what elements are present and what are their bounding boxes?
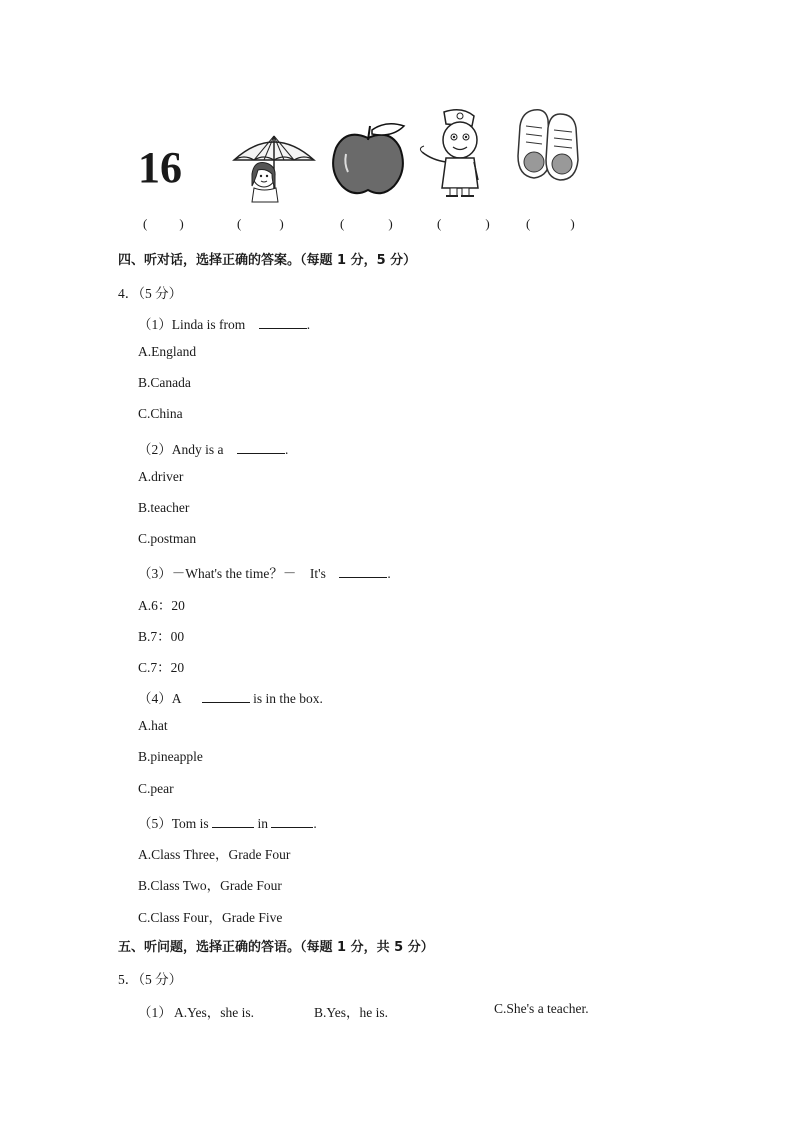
question-4-3: [138, 562, 391, 582]
item-stem: Tom is: [171, 816, 209, 831]
option-4-4-c: C.pear: [138, 781, 174, 796]
answer-paren-4: [437, 216, 490, 232]
item-stem: －What's the time？－ It's: [171, 566, 326, 581]
question-4-2: [138, 438, 288, 458]
paren-close: ): [388, 216, 393, 231]
paren-open: (: [143, 216, 148, 231]
item-number: （5）: [138, 816, 172, 831]
item-stem-mid: in: [257, 816, 268, 831]
option-5-1-a: A.Yes，she is.: [174, 1005, 255, 1020]
answer-paren-3: [340, 216, 393, 232]
item-end: .: [306, 317, 311, 332]
question-5-label: 5．（5 分）: [118, 972, 183, 987]
option-4-2-b: B.teacher: [138, 500, 190, 515]
paren-open: (: [526, 216, 531, 231]
option-4-1-a: A.England: [138, 344, 197, 359]
question-number-16: 16: [138, 143, 182, 192]
option-4-5-c: C.Class Four，Grade Five: [138, 910, 283, 925]
section-4-heading: 四、听对话，选择正确的答案。（每题 1 分，5 分）: [118, 253, 417, 268]
answer-blank[interactable]: [237, 441, 285, 454]
paren-close: ): [485, 216, 490, 231]
option-4-2-a: A.driver: [138, 469, 184, 484]
answer-paren-1: [143, 216, 184, 232]
item-number: （2）: [138, 442, 172, 457]
question-4-1: [138, 313, 310, 333]
answer-blank[interactable]: [212, 815, 254, 828]
option-4-1-b: B.Canada: [138, 375, 191, 390]
answer-blank[interactable]: [339, 565, 387, 578]
paren-open: (: [437, 216, 442, 231]
item-stem: A: [171, 691, 182, 706]
answer-blank[interactable]: [202, 690, 250, 703]
shoes-icon: [512, 106, 584, 186]
paren-close: ): [279, 216, 284, 231]
paren-open: (: [237, 216, 242, 231]
paren-close: ): [570, 216, 575, 231]
question-4-5: [138, 812, 317, 832]
item-number: （4）: [138, 691, 172, 706]
item-end: .: [313, 816, 317, 831]
question-4-4: [138, 687, 323, 707]
option-4-3-c: C.7：20: [138, 660, 185, 675]
option-4-5-a: A.Class Three，Grade Four: [138, 847, 291, 862]
question-5-1-number: （1）: [138, 1005, 172, 1020]
option-4-3-a: A.6：20: [138, 598, 185, 613]
option-5-1-b: B.Yes，he is.: [314, 1005, 389, 1020]
option-4-3-b: B.7：00: [138, 629, 185, 644]
item-number: （3）: [138, 566, 172, 581]
doctor-icon: [416, 106, 492, 202]
paren-close: ): [179, 216, 184, 231]
option-4-1-c: C.China: [138, 406, 183, 421]
apple-icon: [326, 120, 410, 200]
option-4-5-b: B.Class Two，Grade Four: [138, 878, 282, 893]
item-stem: Andy is a: [171, 442, 224, 457]
item-stem: Linda is from: [171, 317, 246, 332]
item-end: .: [387, 566, 391, 581]
answer-blank[interactable]: [259, 316, 307, 329]
item-end: .: [285, 442, 289, 457]
answer-paren-5: [526, 216, 575, 232]
item-number: （1）: [138, 317, 172, 332]
paren-open: (: [340, 216, 345, 231]
option-4-2-c: C.postman: [138, 531, 197, 546]
option-4-4-a: A.hat: [138, 718, 168, 733]
option-5-1-c: C.She's a teacher.: [494, 1001, 589, 1016]
girl-with-umbrella-icon: [228, 130, 320, 206]
item-stem-end: is in the box.: [253, 691, 323, 706]
answer-blank[interactable]: [271, 815, 313, 828]
section-5-heading: 五、听问题，选择正确的答语。（每题 1 分，共 5 分）: [118, 940, 434, 955]
option-4-4-b: B.pineapple: [138, 749, 203, 764]
question-4-label: 4．（5 分）: [118, 286, 183, 301]
answer-paren-2: [237, 216, 284, 232]
